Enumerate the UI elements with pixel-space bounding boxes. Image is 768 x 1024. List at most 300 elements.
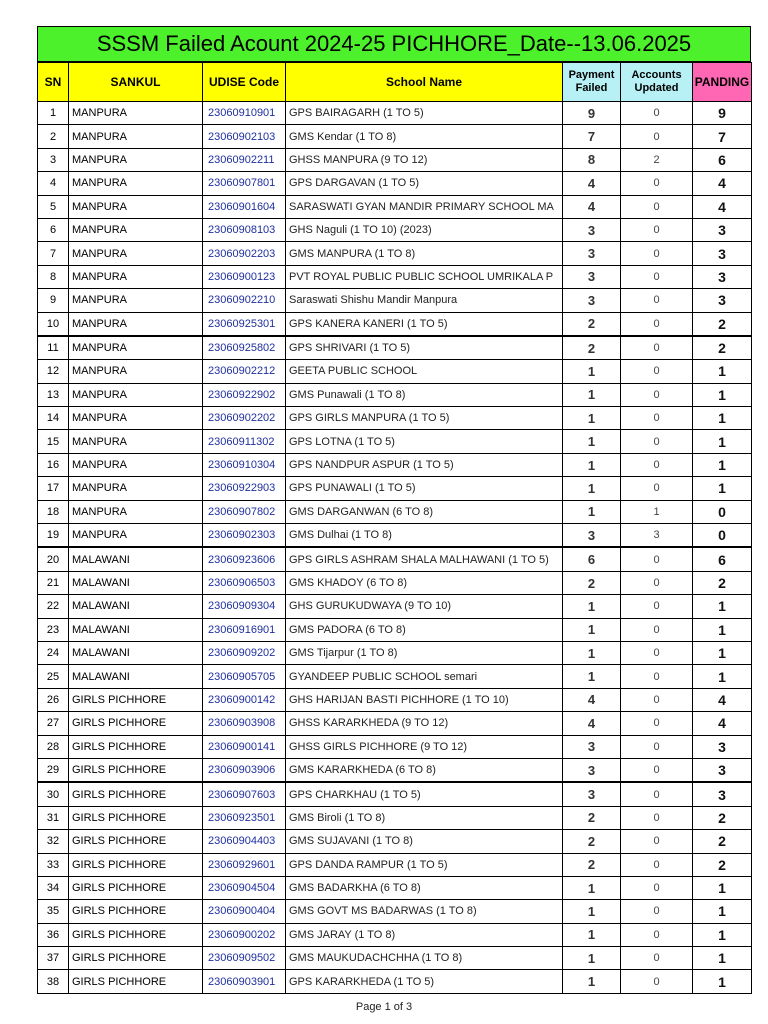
row-sn: 33 bbox=[38, 853, 69, 876]
row-panding: 2 bbox=[693, 830, 752, 853]
row-sn: 11 bbox=[38, 336, 69, 360]
row-panding: 3 bbox=[693, 758, 752, 782]
row-udise-code: 23060909202 bbox=[203, 641, 286, 664]
row-sankul: MANPURA bbox=[69, 500, 203, 523]
row-payment-failed: 1 bbox=[563, 360, 621, 383]
row-payment-failed: 3 bbox=[563, 289, 621, 312]
row-school-name: GMS KARARKHEDA (6 TO 8) bbox=[286, 758, 563, 782]
table-row bbox=[38, 102, 752, 125]
row-sankul: GIRLS PICHHORE bbox=[69, 806, 203, 829]
row-sn: 36 bbox=[38, 923, 69, 946]
row-sankul: MANPURA bbox=[69, 195, 203, 218]
row-sankul: GIRLS PICHHORE bbox=[69, 876, 203, 899]
row-udise-code: 23060906503 bbox=[203, 571, 286, 594]
row-accounts-updated: 3 bbox=[621, 524, 693, 548]
header-payment-failed-line1: Payment bbox=[568, 69, 615, 81]
row-sn: 35 bbox=[38, 900, 69, 923]
row-sankul: MALAWANI bbox=[69, 665, 203, 688]
row-udise-code: 23060902210 bbox=[203, 289, 286, 312]
row-payment-failed: 1 bbox=[563, 453, 621, 476]
row-accounts-updated: 0 bbox=[621, 665, 693, 688]
row-sn: 3 bbox=[38, 148, 69, 171]
row-udise-code: 23060911302 bbox=[203, 430, 286, 453]
row-sankul: MANPURA bbox=[69, 265, 203, 288]
row-accounts-updated: 0 bbox=[621, 430, 693, 453]
row-accounts-updated: 0 bbox=[621, 735, 693, 758]
row-payment-failed: 1 bbox=[563, 407, 621, 430]
row-sankul: MANPURA bbox=[69, 336, 203, 360]
row-sn: 1 bbox=[38, 102, 69, 125]
row-udise-code: 23060902303 bbox=[203, 524, 286, 548]
row-udise-code: 23060903908 bbox=[203, 712, 286, 735]
row-sn: 5 bbox=[38, 195, 69, 218]
row-accounts-updated: 0 bbox=[621, 383, 693, 406]
row-panding: 4 bbox=[693, 195, 752, 218]
row-udise-code: 23060907603 bbox=[203, 782, 286, 806]
row-panding: 1 bbox=[693, 618, 752, 641]
row-payment-failed: 3 bbox=[563, 524, 621, 548]
header-panding: PANDING bbox=[693, 63, 752, 102]
row-udise-code: 23060902203 bbox=[203, 242, 286, 265]
row-sn: 20 bbox=[38, 547, 69, 571]
row-udise-code: 23060923606 bbox=[203, 547, 286, 571]
row-accounts-updated: 0 bbox=[621, 712, 693, 735]
row-panding: 0 bbox=[693, 500, 752, 523]
table-row bbox=[38, 383, 752, 406]
row-school-name: GPS DARGAVAN (1 TO 5) bbox=[286, 172, 563, 195]
row-accounts-updated: 0 bbox=[621, 641, 693, 664]
row-school-name: GMS Dulhai (1 TO 8) bbox=[286, 524, 563, 548]
row-payment-failed: 1 bbox=[563, 876, 621, 899]
row-udise-code: 23060929601 bbox=[203, 853, 286, 876]
header-payment-failed-line2: Failed bbox=[575, 82, 608, 94]
row-school-name: GPS LOTNA (1 TO 5) bbox=[286, 430, 563, 453]
row-sn: 7 bbox=[38, 242, 69, 265]
row-sn: 2 bbox=[38, 125, 69, 148]
table-row bbox=[38, 195, 752, 218]
row-payment-failed: 1 bbox=[563, 500, 621, 523]
row-sn: 24 bbox=[38, 641, 69, 664]
row-school-name: GPS BAIRAGARH (1 TO 5) bbox=[286, 102, 563, 125]
table-row bbox=[38, 289, 752, 312]
row-school-name: GMS SUJAVANI (1 TO 8) bbox=[286, 830, 563, 853]
row-school-name: GPS GIRLS MANPURA (1 TO 5) bbox=[286, 407, 563, 430]
row-payment-failed: 1 bbox=[563, 970, 621, 993]
table-row bbox=[38, 641, 752, 664]
row-panding: 1 bbox=[693, 665, 752, 688]
row-accounts-updated: 0 bbox=[621, 336, 693, 360]
row-payment-failed: 3 bbox=[563, 218, 621, 241]
failed-accounts-table bbox=[37, 62, 752, 994]
row-accounts-updated: 0 bbox=[621, 688, 693, 711]
row-sankul: GIRLS PICHHORE bbox=[69, 735, 203, 758]
table-row bbox=[38, 547, 752, 571]
row-school-name: GMS Tijarpur (1 TO 8) bbox=[286, 641, 563, 664]
row-accounts-updated: 0 bbox=[621, 970, 693, 993]
row-sankul: MANPURA bbox=[69, 477, 203, 500]
row-udise-code: 23060923501 bbox=[203, 806, 286, 829]
row-school-name: GPS KARARKHEDA (1 TO 5) bbox=[286, 970, 563, 993]
row-udise-code: 23060900142 bbox=[203, 688, 286, 711]
row-school-name: GEETA PUBLIC SCHOOL bbox=[286, 360, 563, 383]
row-sankul: GIRLS PICHHORE bbox=[69, 712, 203, 735]
row-panding: 9 bbox=[693, 102, 752, 125]
row-udise-code: 23060901604 bbox=[203, 195, 286, 218]
header-sankul: SANKUL bbox=[69, 63, 203, 102]
row-school-name: GPS DANDA RAMPUR (1 TO 5) bbox=[286, 853, 563, 876]
row-payment-failed: 3 bbox=[563, 758, 621, 782]
row-payment-failed: 3 bbox=[563, 735, 621, 758]
table-row bbox=[38, 970, 752, 993]
row-udise-code: 23060902202 bbox=[203, 407, 286, 430]
row-sn: 37 bbox=[38, 947, 69, 970]
row-panding: 2 bbox=[693, 312, 752, 336]
table-row bbox=[38, 735, 752, 758]
row-sn: 21 bbox=[38, 571, 69, 594]
row-accounts-updated: 0 bbox=[621, 172, 693, 195]
row-sankul: MANPURA bbox=[69, 218, 203, 241]
row-payment-failed: 4 bbox=[563, 712, 621, 735]
table-row bbox=[38, 407, 752, 430]
row-accounts-updated: 0 bbox=[621, 102, 693, 125]
row-sn: 10 bbox=[38, 312, 69, 336]
row-sn: 12 bbox=[38, 360, 69, 383]
row-accounts-updated: 0 bbox=[621, 360, 693, 383]
table-row bbox=[38, 595, 752, 618]
row-panding: 0 bbox=[693, 524, 752, 548]
table-row bbox=[38, 830, 752, 853]
row-sn: 34 bbox=[38, 876, 69, 899]
row-school-name: GPS GIRLS ASHRAM SHALA MALHAWANI (1 TO 5) bbox=[286, 547, 563, 571]
row-payment-failed: 1 bbox=[563, 947, 621, 970]
table-row bbox=[38, 148, 752, 171]
table-row bbox=[38, 688, 752, 711]
row-udise-code: 23060903906 bbox=[203, 758, 286, 782]
row-payment-failed: 3 bbox=[563, 782, 621, 806]
row-accounts-updated: 0 bbox=[621, 618, 693, 641]
row-panding: 3 bbox=[693, 218, 752, 241]
row-school-name: GMS Biroli (1 TO 8) bbox=[286, 806, 563, 829]
row-udise-code: 23060900141 bbox=[203, 735, 286, 758]
row-accounts-updated: 0 bbox=[621, 830, 693, 853]
row-payment-failed: 1 bbox=[563, 900, 621, 923]
row-sn: 29 bbox=[38, 758, 69, 782]
row-sankul: GIRLS PICHHORE bbox=[69, 947, 203, 970]
row-payment-failed: 1 bbox=[563, 665, 621, 688]
row-sankul: MALAWANI bbox=[69, 618, 203, 641]
row-udise-code: 23060905705 bbox=[203, 665, 286, 688]
row-sankul: GIRLS PICHHORE bbox=[69, 853, 203, 876]
row-panding: 4 bbox=[693, 712, 752, 735]
row-sankul: GIRLS PICHHORE bbox=[69, 758, 203, 782]
table-row bbox=[38, 125, 752, 148]
row-sankul: MANPURA bbox=[69, 125, 203, 148]
table-row bbox=[38, 712, 752, 735]
row-school-name: GMS Kendar (1 TO 8) bbox=[286, 125, 563, 148]
row-udise-code: 23060907802 bbox=[203, 500, 286, 523]
row-sankul: GIRLS PICHHORE bbox=[69, 900, 203, 923]
row-panding: 1 bbox=[693, 407, 752, 430]
row-school-name: GHSS MANPURA (9 TO 12) bbox=[286, 148, 563, 171]
header-udise: UDISE Code bbox=[203, 63, 286, 102]
row-payment-failed: 2 bbox=[563, 806, 621, 829]
row-payment-failed: 3 bbox=[563, 242, 621, 265]
row-school-name: GHS GURUKUDWAYA (9 TO 10) bbox=[286, 595, 563, 618]
row-accounts-updated: 0 bbox=[621, 477, 693, 500]
table-row bbox=[38, 336, 752, 360]
row-sankul: MALAWANI bbox=[69, 595, 203, 618]
table-header-row bbox=[38, 63, 752, 102]
row-school-name: Saraswati Shishu Mandir Manpura bbox=[286, 289, 563, 312]
row-panding: 1 bbox=[693, 923, 752, 946]
table-row bbox=[38, 360, 752, 383]
row-payment-failed: 6 bbox=[563, 547, 621, 571]
row-udise-code: 23060908103 bbox=[203, 218, 286, 241]
table-row bbox=[38, 477, 752, 500]
row-udise-code: 23060907801 bbox=[203, 172, 286, 195]
row-sn: 9 bbox=[38, 289, 69, 312]
row-accounts-updated: 0 bbox=[621, 900, 693, 923]
table-row bbox=[38, 665, 752, 688]
row-school-name: GMS MANPURA (1 TO 8) bbox=[286, 242, 563, 265]
row-accounts-updated: 0 bbox=[621, 806, 693, 829]
row-panding: 1 bbox=[693, 970, 752, 993]
row-panding: 3 bbox=[693, 782, 752, 806]
row-sn: 23 bbox=[38, 618, 69, 641]
table-row bbox=[38, 853, 752, 876]
row-sn: 4 bbox=[38, 172, 69, 195]
table-row bbox=[38, 500, 752, 523]
row-udise-code: 23060902211 bbox=[203, 148, 286, 171]
row-accounts-updated: 2 bbox=[621, 148, 693, 171]
table-body bbox=[38, 102, 752, 994]
row-udise-code: 23060900202 bbox=[203, 923, 286, 946]
row-udise-code: 23060904504 bbox=[203, 876, 286, 899]
row-accounts-updated: 0 bbox=[621, 407, 693, 430]
row-accounts-updated: 0 bbox=[621, 595, 693, 618]
row-sankul: MALAWANI bbox=[69, 547, 203, 571]
row-sn: 27 bbox=[38, 712, 69, 735]
row-sankul: GIRLS PICHHORE bbox=[69, 830, 203, 853]
row-accounts-updated: 0 bbox=[621, 218, 693, 241]
row-panding: 2 bbox=[693, 336, 752, 360]
row-udise-code: 23060922903 bbox=[203, 477, 286, 500]
row-udise-code: 23060910304 bbox=[203, 453, 286, 476]
row-school-name: GMS GOVT MS BADARWAS (1 TO 8) bbox=[286, 900, 563, 923]
row-school-name: GMS PADORA (6 TO 8) bbox=[286, 618, 563, 641]
row-sankul: MANPURA bbox=[69, 383, 203, 406]
row-payment-failed: 4 bbox=[563, 688, 621, 711]
row-sankul: MANPURA bbox=[69, 148, 203, 171]
row-sankul: MANPURA bbox=[69, 289, 203, 312]
row-udise-code: 23060909304 bbox=[203, 595, 286, 618]
row-sankul: MANPURA bbox=[69, 242, 203, 265]
row-accounts-updated: 0 bbox=[621, 125, 693, 148]
row-payment-failed: 9 bbox=[563, 102, 621, 125]
row-accounts-updated: 0 bbox=[621, 876, 693, 899]
row-sankul: MANPURA bbox=[69, 407, 203, 430]
row-payment-failed: 1 bbox=[563, 618, 621, 641]
row-accounts-updated: 0 bbox=[621, 453, 693, 476]
row-sankul: MANPURA bbox=[69, 430, 203, 453]
row-school-name: GHS HARIJAN BASTI PICHHORE (1 TO 10) bbox=[286, 688, 563, 711]
row-sankul: GIRLS PICHHORE bbox=[69, 970, 203, 993]
row-panding: 2 bbox=[693, 853, 752, 876]
row-payment-failed: 8 bbox=[563, 148, 621, 171]
row-sn: 18 bbox=[38, 500, 69, 523]
row-payment-failed: 7 bbox=[563, 125, 621, 148]
table-row bbox=[38, 265, 752, 288]
table-row bbox=[38, 218, 752, 241]
row-sn: 38 bbox=[38, 970, 69, 993]
row-udise-code: 23060904403 bbox=[203, 830, 286, 853]
table-row bbox=[38, 430, 752, 453]
row-sankul: MANPURA bbox=[69, 360, 203, 383]
row-payment-failed: 2 bbox=[563, 312, 621, 336]
row-school-name: GYANDEEP PUBLIC SCHOOL semari bbox=[286, 665, 563, 688]
row-school-name: GPS PUNAWALI (1 TO 5) bbox=[286, 477, 563, 500]
row-school-name: GHS Naguli (1 TO 10) (2023) bbox=[286, 218, 563, 241]
row-school-name: GHSS KARARKHEDA (9 TO 12) bbox=[286, 712, 563, 735]
row-panding: 2 bbox=[693, 806, 752, 829]
report-title: SSSM Failed Acount 2024-25 PICHHORE_Date--13.06.2025 bbox=[37, 26, 751, 62]
row-school-name: GHSS GIRLS PICHHORE (9 TO 12) bbox=[286, 735, 563, 758]
header-sn: SN bbox=[38, 63, 69, 102]
row-udise-code: 23060900404 bbox=[203, 900, 286, 923]
row-payment-failed: 1 bbox=[563, 595, 621, 618]
row-sankul: MALAWANI bbox=[69, 571, 203, 594]
row-panding: 6 bbox=[693, 148, 752, 171]
row-panding: 1 bbox=[693, 900, 752, 923]
row-accounts-updated: 0 bbox=[621, 195, 693, 218]
row-school-name: GPS NANDPUR ASPUR (1 TO 5) bbox=[286, 453, 563, 476]
row-accounts-updated: 0 bbox=[621, 853, 693, 876]
row-sankul: GIRLS PICHHORE bbox=[69, 923, 203, 946]
row-school-name: SARASWATI GYAN MANDIR PRIMARY SCHOOL MA bbox=[286, 195, 563, 218]
table-row bbox=[38, 876, 752, 899]
row-sn: 32 bbox=[38, 830, 69, 853]
row-sankul: GIRLS PICHHORE bbox=[69, 782, 203, 806]
row-sn: 31 bbox=[38, 806, 69, 829]
row-udise-code: 23060900123 bbox=[203, 265, 286, 288]
row-panding: 3 bbox=[693, 289, 752, 312]
row-panding: 1 bbox=[693, 453, 752, 476]
row-sn: 13 bbox=[38, 383, 69, 406]
header-accounts-updated bbox=[621, 63, 693, 102]
row-sankul: GIRLS PICHHORE bbox=[69, 688, 203, 711]
row-sn: 15 bbox=[38, 430, 69, 453]
row-accounts-updated: 0 bbox=[621, 571, 693, 594]
row-accounts-updated: 0 bbox=[621, 312, 693, 336]
row-school-name: GPS SHRIVARI (1 TO 5) bbox=[286, 336, 563, 360]
row-udise-code: 23060902212 bbox=[203, 360, 286, 383]
header-accounts-updated-line2: Updated bbox=[634, 82, 679, 94]
row-panding: 3 bbox=[693, 242, 752, 265]
row-panding: 7 bbox=[693, 125, 752, 148]
table-row bbox=[38, 782, 752, 806]
row-udise-code: 23060903901 bbox=[203, 970, 286, 993]
table-row bbox=[38, 242, 752, 265]
row-sn: 17 bbox=[38, 477, 69, 500]
row-accounts-updated: 0 bbox=[621, 923, 693, 946]
row-sankul: MANPURA bbox=[69, 453, 203, 476]
row-accounts-updated: 0 bbox=[621, 947, 693, 970]
row-panding: 4 bbox=[693, 172, 752, 195]
table-row bbox=[38, 900, 752, 923]
row-payment-failed: 1 bbox=[563, 923, 621, 946]
row-payment-failed: 1 bbox=[563, 641, 621, 664]
row-payment-failed: 1 bbox=[563, 383, 621, 406]
row-panding: 1 bbox=[693, 641, 752, 664]
row-payment-failed: 2 bbox=[563, 830, 621, 853]
table-row bbox=[38, 571, 752, 594]
row-payment-failed: 2 bbox=[563, 853, 621, 876]
row-school-name: GMS KHADOY (6 TO 8) bbox=[286, 571, 563, 594]
row-panding: 4 bbox=[693, 688, 752, 711]
row-udise-code: 23060909502 bbox=[203, 947, 286, 970]
row-sn: 19 bbox=[38, 524, 69, 548]
row-school-name: GMS DARGANWAN (6 TO 8) bbox=[286, 500, 563, 523]
row-sankul: MALAWANI bbox=[69, 641, 203, 664]
row-panding: 6 bbox=[693, 547, 752, 571]
row-accounts-updated: 0 bbox=[621, 782, 693, 806]
page-footer: Page 1 of 3 bbox=[355, 1001, 413, 1013]
row-school-name: GMS JARAY (1 TO 8) bbox=[286, 923, 563, 946]
row-panding: 1 bbox=[693, 477, 752, 500]
table-row bbox=[38, 923, 752, 946]
row-accounts-updated: 0 bbox=[621, 547, 693, 571]
row-payment-failed: 4 bbox=[563, 172, 621, 195]
row-sn: 25 bbox=[38, 665, 69, 688]
row-payment-failed: 1 bbox=[563, 477, 621, 500]
row-accounts-updated: 0 bbox=[621, 265, 693, 288]
row-panding: 1 bbox=[693, 430, 752, 453]
row-panding: 1 bbox=[693, 595, 752, 618]
row-udise-code: 23060910901 bbox=[203, 102, 286, 125]
row-panding: 3 bbox=[693, 735, 752, 758]
row-udise-code: 23060925301 bbox=[203, 312, 286, 336]
row-sn: 8 bbox=[38, 265, 69, 288]
row-sn: 28 bbox=[38, 735, 69, 758]
row-panding: 1 bbox=[693, 947, 752, 970]
table-row bbox=[38, 172, 752, 195]
row-sn: 26 bbox=[38, 688, 69, 711]
report-sheet bbox=[37, 26, 751, 994]
row-udise-code: 23060922902 bbox=[203, 383, 286, 406]
row-sn: 6 bbox=[38, 218, 69, 241]
row-panding: 1 bbox=[693, 876, 752, 899]
table-row bbox=[38, 453, 752, 476]
row-udise-code: 23060916901 bbox=[203, 618, 286, 641]
row-accounts-updated: 1 bbox=[621, 500, 693, 523]
table-row bbox=[38, 312, 752, 336]
row-school-name: GMS BADARKHA (6 TO 8) bbox=[286, 876, 563, 899]
row-school-name: PVT ROYAL PUBLIC PUBLIC SCHOOL UMRIKALA P bbox=[286, 265, 563, 288]
row-accounts-updated: 0 bbox=[621, 242, 693, 265]
row-payment-failed: 2 bbox=[563, 336, 621, 360]
row-school-name: GPS KANERA KANERI (1 TO 5) bbox=[286, 312, 563, 336]
header-payment-failed bbox=[563, 63, 621, 102]
table-row bbox=[38, 524, 752, 548]
row-sn: 30 bbox=[38, 782, 69, 806]
header-accounts-updated-line1: Accounts bbox=[631, 69, 682, 81]
row-sankul: MANPURA bbox=[69, 312, 203, 336]
row-payment-failed: 3 bbox=[563, 265, 621, 288]
row-payment-failed: 1 bbox=[563, 430, 621, 453]
row-accounts-updated: 0 bbox=[621, 758, 693, 782]
row-sankul: MANPURA bbox=[69, 524, 203, 548]
table-row bbox=[38, 618, 752, 641]
